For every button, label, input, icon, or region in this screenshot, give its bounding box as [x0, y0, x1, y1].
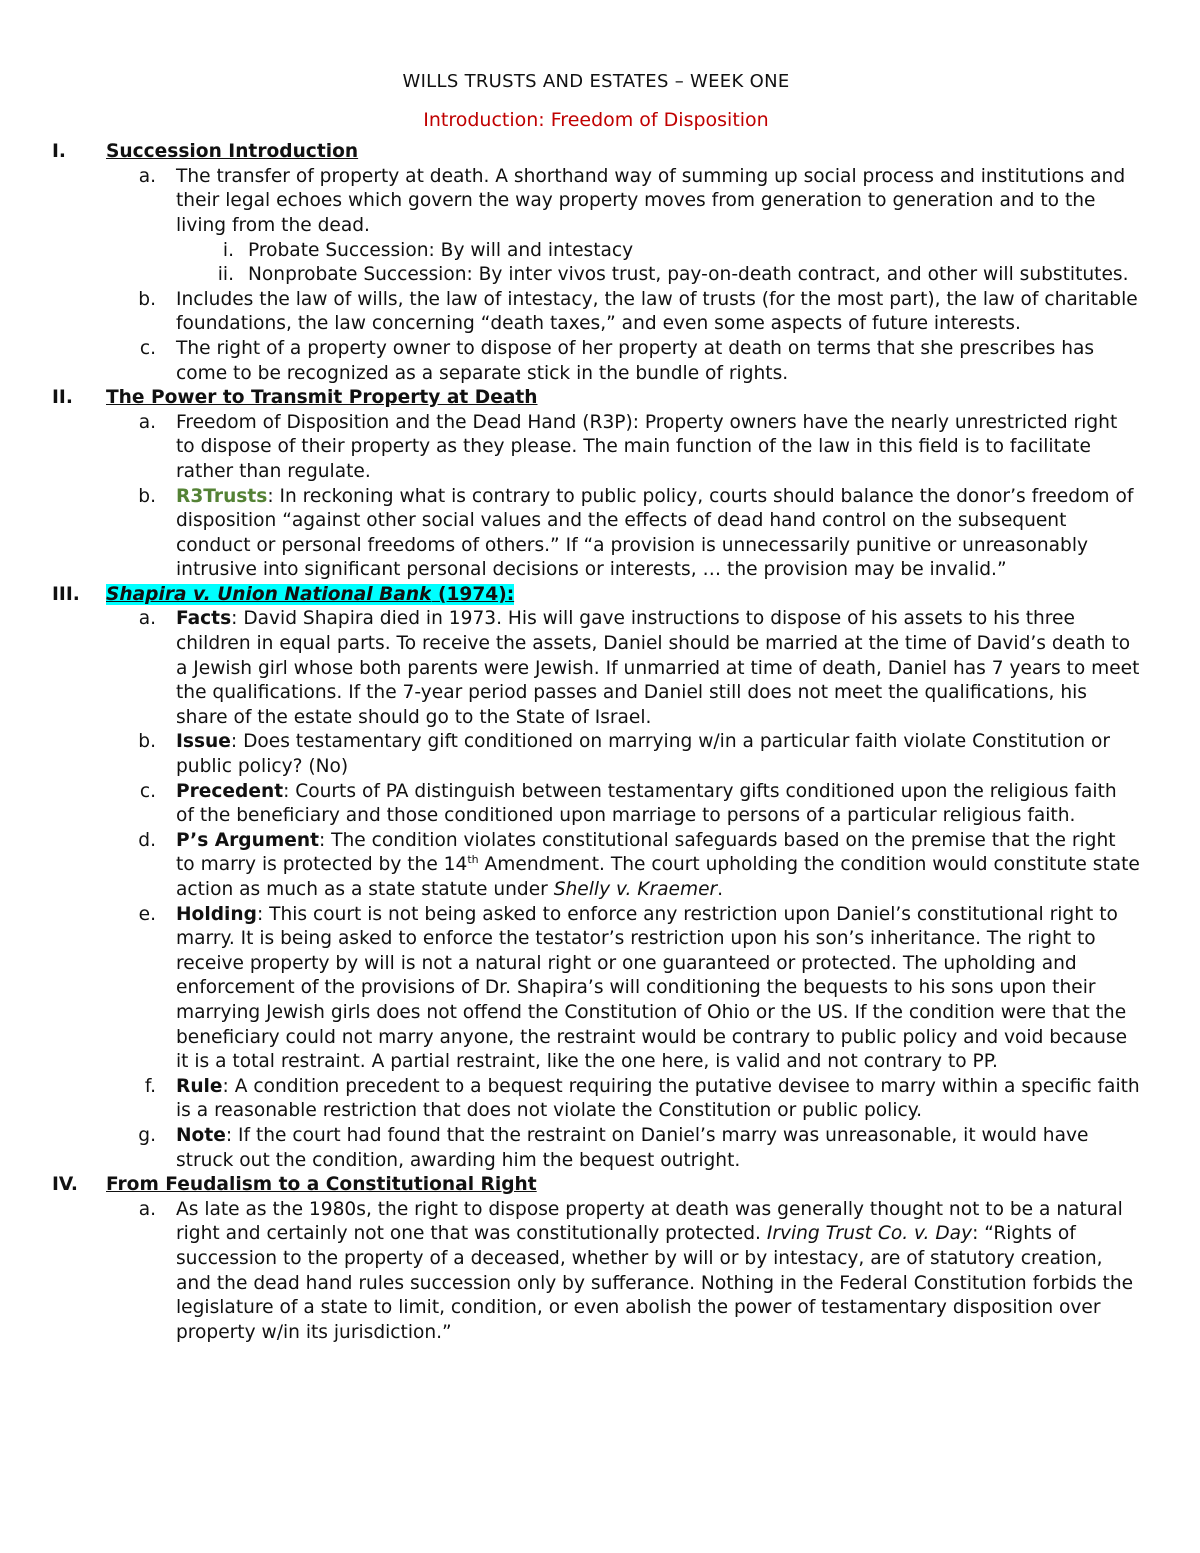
list-item: [52, 165, 1140, 239]
section-number: III.: [52, 583, 80, 605]
section-number: I.: [52, 141, 66, 163]
item-text: : David Shapira died in 1973. His will gave instructions to dispose of his assets to his three children in equal parts. To receive the assets, Daniel should be married at the time of David’s death to a Jewish girl whose both parents were Jewish. If unmarried at time of death, Daniel has 7 years to meet the qualifications. If the 7-year period passes and Daniel still does not meet the qualifications, his share of the estate should go to the State of Israel.: [176, 608, 1140, 728]
sub-list-item: [52, 239, 1140, 264]
item-text: Probate Succession: By will and intestacy: [248, 239, 634, 261]
section-1-heading: [52, 140, 1140, 165]
item-label: ii.: [217, 264, 234, 286]
item-label: i.: [222, 239, 234, 261]
section-number: IV.: [52, 1174, 78, 1196]
item-text: : This court is not being asked to enforce any restriction upon Daniel’s constitutional right to marry. It is being asked to enforce the testator’s restriction upon his son’s inheritance. The right to receive property by will is not a natural right or one guaranteed or protected. The upholding and enforcement of the provisions of Dr. Shapira’s will conditioning the bequests to his sons upon their marrying Jewish girls does not offend the Constitution of Ohio or the US. If the condition were that the beneficiary could not marry anyone, the restraint would be contrary to public policy and void because it is a total restraint. A partial restraint, like the one here, is valid and not contrary to PP.: [176, 903, 1128, 1073]
item-body: [176, 1198, 1140, 1346]
list-item: [52, 730, 1140, 779]
item-lead: Holding: [176, 903, 257, 925]
item-label: b.: [138, 288, 156, 310]
item-lead: Rule: [176, 1075, 223, 1097]
item-lead: P’s Argument: [176, 829, 319, 851]
item-text: The transfer of property at death. A shorthand way of summing up social process and institutions and their legal echoes which govern the way property moves from generation to generation and to the living from the dead.: [176, 165, 1126, 236]
restatement-label: R3Trusts: [176, 485, 268, 507]
item-text: Freedom of Disposition and the Dead Hand (R3P): Property owners have the nearly unrestricted right to dispose of their property as they please. The main function of the law in this field is to facilitate rather than regulate.: [176, 411, 1118, 482]
case-year-highlight: (1974):: [431, 583, 515, 605]
section-3-heading: [52, 583, 1140, 608]
item-text: : In reckoning what is contrary to public policy, courts should balance the donor’s freedom of disposition “against other social values and the effects of dead hand control on the subsequent conduct or personal freedoms of others.” If “a provision is unnecessarily punitive or unreasonably intrusive into significant personal decisions or interests, … the provision may be invalid.”: [176, 485, 1134, 581]
item-body: [176, 607, 1140, 730]
item-label: a.: [138, 608, 156, 630]
document-subtitle: Introduction: Freedom of Disposition: [423, 108, 769, 131]
list-item: [52, 829, 1140, 903]
item-body: [176, 1124, 1140, 1173]
list-item: [52, 607, 1140, 730]
item-text: Includes the law of wills, the law of intestacy, the law of trusts (for the most part), the law of charitable foundations, the law concerning “death taxes,” and even some aspects of future interests.: [176, 288, 1138, 335]
item-lead: Note: [176, 1124, 226, 1146]
item-label: g.: [138, 1124, 156, 1146]
item-label: a.: [138, 1198, 156, 1220]
item-text: : Does testamentary gift conditioned on marrying w/in a particular faith violate Constitution or public policy? (No): [176, 731, 1111, 778]
superscript: th: [467, 853, 479, 867]
item-label: f.: [144, 1075, 156, 1097]
item-text: : The condition violates constitutional safeguards based on the premise that the right to marry is protected by the 14: [176, 829, 1116, 876]
section-title: Succession Introduction: [106, 141, 359, 163]
list-item: [52, 1124, 1140, 1173]
list-item: [52, 780, 1140, 829]
section-4-heading: [52, 1173, 1140, 1198]
item-body: [176, 780, 1140, 829]
section-title: The Power to Transmit Property at Death: [106, 387, 538, 409]
item-lead: Facts: [176, 608, 232, 630]
item-label: b.: [138, 731, 156, 753]
list-item: [52, 1075, 1140, 1124]
item-body: [176, 903, 1140, 1075]
item-label: c.: [139, 780, 156, 802]
item-text: Amendment. The court upholding the condition would constitute state action as much as a state statute under: [176, 854, 1140, 900]
item-lead: Precedent: [176, 780, 284, 802]
sub-list-item: [52, 263, 1140, 288]
item-text: : If the court had found that the restraint on Daniel’s marry was unreasonable, it would have struck out the condition, awarding him the bequest outright.: [176, 1124, 1089, 1171]
item-text: The right of a property owner to dispose of her property at death on terms that she prescribes has come to be recognized as a separate stick in the bundle of rights.: [176, 337, 1095, 384]
section-2-heading: [52, 386, 1140, 411]
case-citation: Shelly v. Kraemer: [553, 879, 718, 900]
list-item: [52, 337, 1140, 386]
item-body: [176, 1075, 1140, 1124]
section-title: From Feudalism to a Constitutional Right: [106, 1174, 537, 1196]
item-label: e.: [138, 903, 156, 925]
item-label: a.: [138, 165, 156, 187]
list-item: [52, 1198, 1140, 1346]
item-text: As late as the 1980s, the right to dispose property at death was generally thought not to be a natural right and certainly not one that was constitutionally protected.: [176, 1198, 1123, 1245]
item-text: : A condition precedent to a bequest requiring the putative devisee to marry within a specific faith is a reasonable restriction that does not violate the Constitution or public policy.: [176, 1075, 1140, 1122]
case-citation: Irving Trust Co. v. Day: [766, 1223, 973, 1245]
item-lead: Issue: [176, 731, 231, 753]
item-label: c.: [139, 337, 156, 359]
item-text: : “Rights of succession to the property of a deceased, whether by will or by intestacy, are of statutory creation, and the dead hand rules succession only by sufferance. Nothing in the Federal Constitution forbids the legislature of a state to limit, condition, or even abolish the power of testamentary disposition over property w/in its jurisdiction.”: [176, 1223, 1134, 1343]
item-body: [176, 829, 1140, 903]
item-text: Nonprobate Succession: By inter vivos trust, pay-on-death contract, and other will substitutes.: [248, 264, 1129, 286]
item-body: [176, 485, 1140, 583]
list-item: [52, 411, 1140, 485]
list-item: [52, 485, 1140, 583]
item-label: b.: [138, 485, 156, 507]
case-name-highlight: Shapira v. Union National Bank: [106, 583, 432, 605]
item-text: : Courts of PA distinguish between testamentary gifts conditioned upon the religious faith of the beneficiary and those conditioned upon marriage to persons of a particular religious faith.: [176, 780, 1117, 827]
list-item: [52, 903, 1140, 1075]
item-label: d.: [138, 829, 156, 851]
section-title: [106, 583, 1140, 608]
item-label: a.: [138, 411, 156, 433]
item-body: [176, 730, 1140, 779]
document-title: WILLS TRUSTS AND ESTATES – WEEK ONE: [402, 71, 790, 92]
item-text: .: [717, 879, 724, 900]
section-number: II.: [52, 387, 73, 409]
list-item: [52, 288, 1140, 337]
